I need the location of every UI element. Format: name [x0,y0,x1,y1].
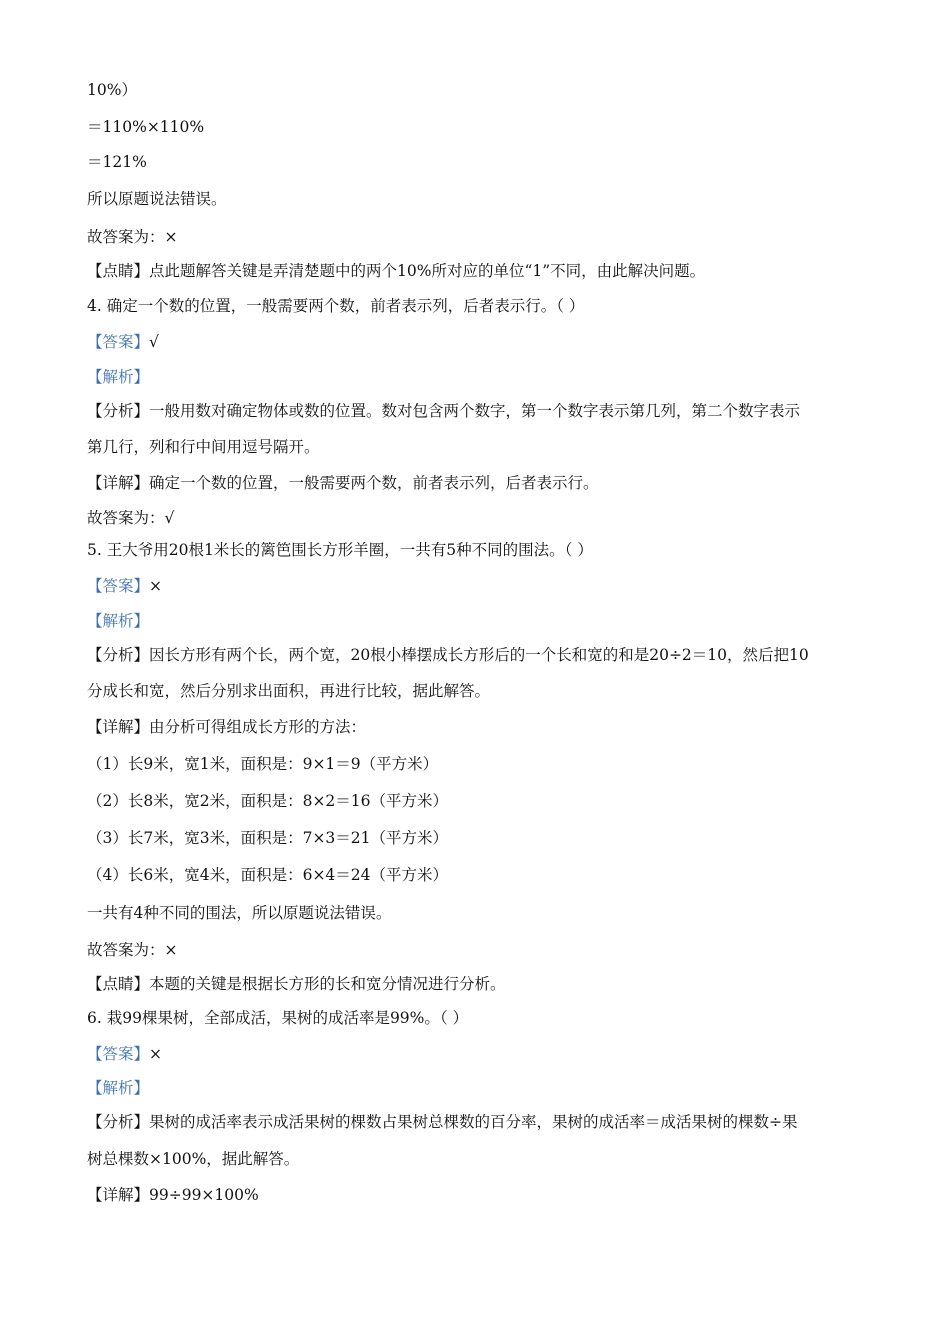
analysis-line: 分成长和宽，然后分别求出面积，再进行比较，据此解答。 [87,682,491,700]
answer-value: √ [149,333,159,351]
text-line: 一共有4种不同的围法，所以原题说法错误。 [87,904,392,922]
answer-line [87,332,159,352]
question-6: 6. 栽99棵果树，全部成活，果树的成活率是99%。（ ） [87,1009,469,1027]
list-item: （3）长7米，宽3米，面积是：7×3＝21（平方米） [87,829,449,847]
analysis-line: 树总棵数×100%，据此解答。 [87,1150,300,1168]
question-5: 5. 王大爷用20根1米长的篱笆围长方形羊圈，一共有5种不同的围法。（ ） [87,541,593,559]
list-item: （4）长6米，宽4米，面积是：6×4＝24（平方米） [87,866,449,884]
list-item: （2）长8米，宽2米，面积是：8×2＝16（平方米） [87,792,449,810]
answer-tag: 【答案】 [87,577,150,595]
analysis-line: 【分析】一般用数对确定物体或数的位置。数对包含两个数字，第一个数字表示第几列，第二个数字表示 [87,402,801,420]
analysis-tag: 【解析】 [87,1079,150,1097]
analysis-heading [87,611,149,631]
question-4: 4. 确定一个数的位置，一般需要两个数，前者表示列，后者表示行。（ ） [87,297,585,315]
answer-line [87,1044,162,1064]
analysis-tag: 【解析】 [87,612,150,630]
analysis-heading [87,367,149,387]
analysis-tag: 【解析】 [87,368,150,386]
analysis-line: 第几行，列和行中间用逗号隔开。 [87,438,320,456]
list-item: （1）长9米，宽1米，面积是：9×1＝9（平方米） [87,755,439,773]
answer-value: × [149,577,163,595]
comment-line: 【点睛】本题的关键是根据长方形的长和宽分情况进行分析。 [87,975,506,993]
text-line: ＝110%×110% [87,118,205,136]
text-line: 10%） [87,81,137,99]
text-line: 所以原题说法错误。 [87,190,227,208]
analysis-line: 【分析】因长方形有两个长，两个宽，20根小棒摆成长方形后的一个长和宽的和是20÷2＝10，然后把10 [87,646,809,664]
answer-tag: 【答案】 [87,333,150,351]
answer-line [87,576,162,596]
analysis-heading [87,1078,149,1098]
text-line: ＝121% [87,153,147,171]
answer-tag: 【答案】 [87,1045,150,1063]
detail-line: 【详解】99÷99×100% [87,1186,259,1204]
analysis-line: 【分析】果树的成活率表示成活果树的棵数占果树总棵数的百分率，果树的成活率＝成活果树的棵数÷果 [87,1113,798,1131]
comment-line: 【点睛】点此题解答关键是弄清楚题中的两个10%所对应的单位“1”不同，由此解决问题。 [87,262,706,280]
detail-line: 【详解】由分析可得组成长方形的方法： [87,718,367,736]
text-line: 故答案为：× [87,941,178,959]
text-line: 故答案为：× [87,228,178,246]
detail-line: 【详解】确定一个数的位置，一般需要两个数，前者表示列，后者表示行。 [87,474,599,492]
answer-value: × [149,1045,163,1063]
text-line: 故答案为：√ [87,509,175,527]
